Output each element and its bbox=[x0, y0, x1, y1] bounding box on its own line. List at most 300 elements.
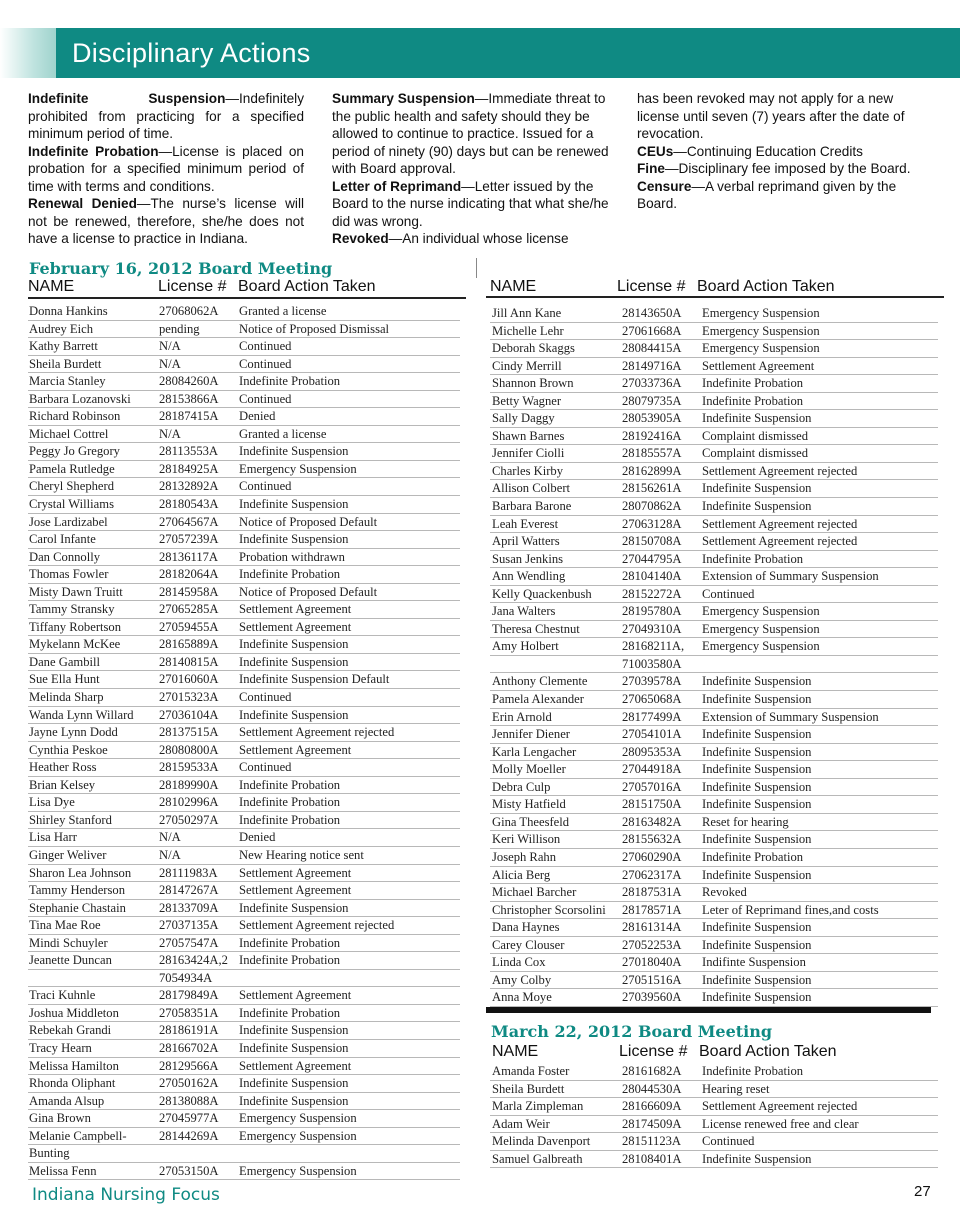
definition-term: Indefinite Suspension bbox=[28, 91, 226, 106]
table-row bbox=[490, 831, 938, 849]
row-license: 27062317A bbox=[622, 867, 682, 882]
row-action: Complaint dismissed bbox=[702, 428, 809, 443]
table-row bbox=[490, 551, 938, 569]
row-license: 28143650A bbox=[622, 306, 682, 320]
row-license: 7054934A bbox=[159, 970, 213, 985]
row-action: Indefinite Suspension bbox=[239, 497, 349, 512]
row-name: Tiffany Robertson bbox=[29, 619, 122, 634]
left-header-rule bbox=[28, 297, 466, 299]
row-action: Denied bbox=[239, 409, 276, 424]
table-row bbox=[28, 514, 460, 532]
row-license: 27039560A bbox=[622, 990, 682, 1005]
table-row bbox=[28, 584, 460, 602]
table-row bbox=[28, 777, 460, 795]
row-action: Indefinite Suspension bbox=[702, 797, 812, 812]
row-license: 28151750A bbox=[622, 797, 682, 812]
definition-entry bbox=[332, 90, 617, 178]
row-name: Ann Wendling bbox=[492, 569, 566, 584]
row-action: Settlement Agreement rejected bbox=[702, 516, 858, 531]
row-action: Continued bbox=[239, 760, 292, 775]
row-name: Sharon Lea Johnson bbox=[29, 865, 132, 880]
row-license: 28163482A bbox=[622, 814, 682, 829]
table-row bbox=[28, 321, 460, 339]
table-row bbox=[28, 987, 460, 1005]
row-name: Shawn Barnes bbox=[492, 428, 565, 443]
table-row bbox=[28, 689, 460, 707]
table-row bbox=[490, 796, 938, 814]
row-action: Indefinite Suspension bbox=[239, 1076, 349, 1091]
row-license: 27050162A bbox=[159, 1076, 219, 1091]
row-license: 27060290A bbox=[622, 849, 682, 864]
row-license: N/A bbox=[159, 426, 181, 441]
table-row bbox=[490, 305, 938, 323]
row-action: Emergency Suspension bbox=[702, 341, 820, 356]
row-license: 28153866A bbox=[159, 391, 219, 406]
row-license: 27036104A bbox=[159, 707, 219, 722]
definition-term: Revoked bbox=[332, 231, 389, 246]
row-action: Indefinite Probation bbox=[239, 567, 341, 582]
row-license: 27039578A bbox=[622, 674, 682, 689]
row-license: N/A bbox=[159, 356, 181, 371]
row-name: Tammy Stransky bbox=[29, 602, 115, 617]
row-license: 28187415A bbox=[159, 409, 219, 424]
table-row bbox=[28, 654, 460, 672]
row-license: 27033736A bbox=[622, 376, 682, 391]
row-name: Kathy Barrett bbox=[29, 339, 98, 354]
table-row bbox=[28, 759, 460, 777]
row-license: 28138088A bbox=[159, 1093, 219, 1108]
row-license: 28079735A bbox=[622, 393, 682, 408]
row-name: Melanie Campbell- bbox=[29, 1128, 127, 1143]
row-action: Indefinite Suspension bbox=[702, 411, 812, 426]
table-row bbox=[490, 638, 938, 656]
table-row bbox=[28, 847, 460, 865]
row-action: Settlement Agreement rejected bbox=[702, 1099, 858, 1114]
row-name: Anthony Clemente bbox=[492, 674, 588, 689]
definitions-column-2 bbox=[332, 90, 617, 248]
row-name: Gina Theesfeld bbox=[492, 814, 570, 829]
table-row bbox=[490, 726, 938, 744]
row-license: 27016060A bbox=[159, 672, 219, 687]
row-action: Indefinite Suspension bbox=[702, 1151, 812, 1166]
definition-term: Renewal Denied bbox=[28, 196, 137, 211]
march-table-rows bbox=[490, 1063, 938, 1168]
table-row bbox=[28, 478, 460, 496]
definition-term: Indefinite Probation bbox=[28, 143, 159, 159]
row-action: Granted a license bbox=[239, 304, 327, 318]
row-license: 27044795A bbox=[622, 551, 682, 566]
row-action: Settlement Agreement bbox=[239, 883, 352, 898]
table-row bbox=[490, 480, 938, 498]
table-row bbox=[490, 586, 938, 604]
row-action: Extension of Summary Suspension bbox=[702, 569, 879, 584]
row-name: Amy Holbert bbox=[492, 639, 559, 654]
table-row bbox=[490, 323, 938, 341]
row-name: Heather Ross bbox=[29, 760, 97, 775]
row-action: Emergency Suspension bbox=[239, 461, 357, 476]
row-action: Indefinite Suspension bbox=[702, 499, 812, 514]
row-action: Continued bbox=[239, 690, 292, 705]
row-action: Indefinite Suspension bbox=[702, 744, 812, 759]
row-action: Settlement Agreement bbox=[239, 619, 352, 634]
definition-entry bbox=[637, 178, 919, 213]
header-license: License # bbox=[617, 278, 686, 295]
row-action: Indefinite Probation bbox=[239, 795, 341, 810]
row-license: 27050297A bbox=[159, 812, 219, 827]
header-action: Board Action Taken bbox=[238, 278, 376, 295]
table-row bbox=[490, 1133, 938, 1151]
row-license: 28151123A bbox=[622, 1134, 682, 1149]
table-row bbox=[490, 709, 938, 727]
header-license: License # bbox=[158, 278, 227, 295]
row-name: Stephanie Chastain bbox=[29, 900, 126, 915]
row-action: Settlement Agreement bbox=[239, 1058, 352, 1073]
row-name: Jennifer Diener bbox=[492, 727, 570, 742]
row-name: Debra Culp bbox=[492, 779, 551, 794]
row-action: Emergency Suspension bbox=[239, 1128, 357, 1143]
definition-entry bbox=[637, 143, 919, 161]
definition-text: —Continuing Education Credits bbox=[673, 143, 863, 159]
row-action: Continued bbox=[239, 339, 292, 354]
row-license: 28156261A bbox=[622, 481, 682, 496]
row-action: Settlement Agreement bbox=[239, 865, 352, 880]
table-row bbox=[28, 671, 460, 689]
row-name: Michael Barcher bbox=[492, 885, 577, 900]
row-license: 28180543A bbox=[159, 497, 219, 512]
row-license: 28162899A bbox=[622, 463, 682, 478]
table-row bbox=[28, 356, 460, 374]
row-action: Indefinite Suspension bbox=[239, 1023, 349, 1038]
row-action: Hearing reset bbox=[702, 1081, 770, 1096]
row-name: Misty Dawn Truitt bbox=[29, 584, 123, 599]
row-action: Settlement Agreement bbox=[239, 988, 352, 1003]
row-action: Indefinite Suspension bbox=[702, 920, 812, 935]
row-action: Emergency Suspension bbox=[702, 621, 820, 636]
row-action: Indefinite Suspension bbox=[702, 674, 812, 689]
table-row bbox=[490, 516, 938, 534]
row-name: Audrey Eich bbox=[29, 321, 93, 336]
table-row bbox=[28, 619, 460, 637]
row-action: New Hearing notice sent bbox=[239, 847, 364, 862]
row-action: Indefinite Probation bbox=[702, 849, 804, 864]
table-row bbox=[28, 496, 460, 514]
row-name: Jennifer Ciolli bbox=[492, 446, 565, 461]
row-license: 28159533A bbox=[159, 760, 219, 775]
row-license: 27051516A bbox=[622, 972, 682, 987]
row-action: Settlement Agreement bbox=[239, 742, 352, 757]
row-name: Theresa Chestnut bbox=[492, 621, 580, 636]
meeting-title-feb: February 16, 2012 Board Meeting bbox=[29, 259, 333, 278]
row-name: Leah Everest bbox=[492, 516, 559, 531]
row-license: 28108401A bbox=[622, 1151, 682, 1166]
row-license: 71003580A bbox=[622, 656, 682, 671]
row-license: 27063128A bbox=[622, 516, 682, 531]
row-license: 27065068A bbox=[622, 692, 682, 707]
row-name: Linda Cox bbox=[492, 955, 546, 970]
table-row bbox=[490, 673, 938, 691]
left-table-rows bbox=[28, 303, 460, 1180]
row-action: Indefinite Probation bbox=[702, 551, 804, 566]
row-name: Joseph Rahn bbox=[492, 849, 557, 864]
table-row bbox=[28, 935, 460, 953]
definition-text: —An individual whose license bbox=[388, 231, 569, 246]
header-action: Board Action Taken bbox=[699, 1043, 837, 1060]
row-action: Indefinite Suspension bbox=[239, 1040, 349, 1055]
row-license: 28165889A bbox=[159, 637, 219, 652]
row-license: 28192416A bbox=[622, 428, 682, 443]
page-number: 27 bbox=[914, 1183, 931, 1200]
row-name: Dana Haynes bbox=[492, 920, 560, 935]
row-name: Lisa Dye bbox=[29, 795, 75, 810]
row-license: 27037135A bbox=[159, 918, 219, 933]
row-license: 28168211A, bbox=[622, 639, 685, 654]
table-row bbox=[490, 744, 938, 762]
row-name: Amy Colby bbox=[492, 972, 552, 987]
table-row bbox=[28, 636, 460, 654]
row-license: 28136117A bbox=[159, 549, 219, 564]
definition-entry bbox=[28, 143, 304, 196]
row-action: Emergency Suspension bbox=[702, 306, 820, 320]
row-license: 28149716A bbox=[622, 358, 682, 373]
right-table-header bbox=[490, 278, 930, 298]
definition-term: CEUs bbox=[637, 143, 674, 159]
row-license: 28161682A bbox=[622, 1064, 682, 1078]
section-title: Disciplinary Actions bbox=[72, 38, 311, 68]
row-action: Indefinite Suspension bbox=[702, 867, 812, 882]
right-table-rows bbox=[490, 305, 938, 1007]
row-license: N/A bbox=[159, 847, 181, 862]
table-row bbox=[28, 1075, 460, 1093]
row-license: 28133709A bbox=[159, 900, 219, 915]
row-license: 27049310A bbox=[622, 621, 682, 636]
row-name: Jill Ann Kane bbox=[492, 306, 562, 320]
header-license: License # bbox=[619, 1043, 688, 1060]
row-action: Settlement Agreement rejected bbox=[702, 534, 858, 549]
table-row bbox=[490, 691, 938, 709]
row-license: 28166702A bbox=[159, 1040, 219, 1055]
row-license: 28129566A bbox=[159, 1058, 219, 1073]
table-row bbox=[490, 779, 938, 797]
row-license: 28132892A bbox=[159, 479, 219, 494]
row-name: Alicia Berg bbox=[492, 867, 551, 882]
table-row bbox=[28, 882, 460, 900]
definition-term: Letter of Reprimand bbox=[332, 178, 462, 194]
row-action: Continued bbox=[702, 1134, 755, 1149]
definition-term: Fine bbox=[637, 161, 665, 176]
table-row bbox=[490, 1116, 938, 1134]
table-row bbox=[28, 794, 460, 812]
row-name: Gina Brown bbox=[29, 1111, 91, 1126]
table-row bbox=[28, 952, 460, 970]
row-license: 28102996A bbox=[159, 795, 219, 810]
header-name: NAME bbox=[492, 1043, 539, 1060]
table-row bbox=[490, 1151, 938, 1169]
right-header-rule bbox=[486, 296, 944, 298]
table-row bbox=[28, 461, 460, 479]
row-license: 27057547A bbox=[159, 935, 219, 950]
table-row bbox=[490, 428, 938, 446]
row-name: Dane Gambill bbox=[29, 654, 100, 669]
row-action: Indefinite Suspension bbox=[239, 654, 349, 669]
table-row bbox=[490, 358, 938, 376]
table-row bbox=[490, 1063, 938, 1081]
row-action: License renewed free and clear bbox=[702, 1116, 859, 1131]
row-action: Indefinite Suspension bbox=[702, 762, 812, 777]
row-license: 28152272A bbox=[622, 586, 682, 601]
table-row bbox=[28, 1163, 460, 1181]
row-license: 28080800A bbox=[159, 742, 219, 757]
table-row bbox=[28, 900, 460, 918]
table-row bbox=[490, 989, 938, 1007]
row-name: Sheila Burdett bbox=[29, 356, 102, 371]
row-name: Melissa Fenn bbox=[29, 1163, 97, 1178]
row-license: 27044918A bbox=[622, 762, 682, 777]
row-action: Indefinite Suspension bbox=[239, 900, 349, 915]
row-license: 27057239A bbox=[159, 532, 219, 547]
table-row bbox=[28, 443, 460, 461]
table-row bbox=[28, 1145, 460, 1163]
row-action: Settlement Agreement rejected bbox=[702, 463, 858, 478]
definition-entry bbox=[637, 160, 919, 178]
table-row bbox=[28, 426, 460, 444]
row-name: Sally Daggy bbox=[492, 411, 555, 426]
row-license: N/A bbox=[159, 830, 181, 845]
row-name: Erin Arnold bbox=[492, 709, 552, 724]
row-name: Amanda Foster bbox=[492, 1064, 570, 1078]
table-row bbox=[28, 812, 460, 830]
table-row bbox=[28, 1005, 460, 1023]
row-name: Karla Lengacher bbox=[492, 744, 577, 759]
row-license: 28178571A bbox=[622, 902, 682, 917]
row-action: Continued bbox=[239, 391, 292, 406]
row-name: Traci Kuhnle bbox=[29, 988, 96, 1003]
table-row bbox=[28, 917, 460, 935]
table-row bbox=[28, 408, 460, 426]
definitions-column-3 bbox=[637, 90, 919, 213]
row-license: 27053150A bbox=[159, 1163, 219, 1178]
row-name: Michelle Lehr bbox=[492, 323, 564, 338]
row-name: Misty Hatfield bbox=[492, 797, 566, 812]
row-license: 28084415A bbox=[622, 341, 682, 356]
table-row bbox=[28, 970, 460, 988]
row-action: Revoked bbox=[702, 885, 747, 900]
row-name: Jana Walters bbox=[492, 604, 556, 619]
row-action: Emergency Suspension bbox=[702, 323, 820, 338]
definitions-column-1 bbox=[28, 90, 304, 248]
row-action: Indefinite Suspension bbox=[239, 444, 349, 459]
table-row bbox=[28, 865, 460, 883]
row-license: 28044530A bbox=[622, 1081, 682, 1096]
row-action: Indefinite Suspension bbox=[239, 707, 349, 722]
row-name: April Watters bbox=[492, 534, 560, 549]
table-row bbox=[28, 1058, 460, 1076]
row-name: Cheryl Shepherd bbox=[29, 479, 114, 494]
row-name: Molly Moeller bbox=[492, 762, 566, 777]
row-license: 28184925A bbox=[159, 461, 219, 476]
row-name: Melinda Sharp bbox=[29, 690, 104, 705]
definition-text: —Letter issued by the Board to the nurse indicating that what she/he did was wrong. bbox=[332, 178, 609, 229]
row-license: 27061668A bbox=[622, 323, 682, 338]
row-name: Mykelann McKee bbox=[29, 637, 121, 652]
header-action: Board Action Taken bbox=[697, 278, 835, 295]
table-row bbox=[490, 568, 938, 586]
table-row bbox=[28, 707, 460, 725]
table-row bbox=[490, 884, 938, 902]
table-row bbox=[28, 1093, 460, 1111]
row-action: Notice of Proposed Default bbox=[239, 584, 378, 599]
section-divider-bar bbox=[486, 1007, 931, 1013]
row-license: 27057016A bbox=[622, 779, 682, 794]
row-action: Indefinite Suspension bbox=[702, 481, 812, 496]
row-name: Lisa Harr bbox=[29, 830, 77, 845]
row-license: 28155632A bbox=[622, 832, 682, 847]
row-name: Amanda Alsup bbox=[29, 1093, 105, 1108]
table-row bbox=[490, 445, 938, 463]
definition-text: —A verbal reprimand given by the Board. bbox=[637, 178, 897, 211]
table-row bbox=[28, 1022, 460, 1040]
row-name: Sue Ella Hunt bbox=[29, 672, 100, 687]
row-name: Melinda Davenport bbox=[492, 1134, 591, 1149]
definition-term: Censure bbox=[637, 178, 692, 194]
row-name: Shannon Brown bbox=[492, 376, 574, 391]
row-name: Shirley Stanford bbox=[29, 812, 112, 827]
row-action: Indefinite Probation bbox=[702, 1064, 804, 1078]
row-action: Emergency Suspension bbox=[239, 1111, 357, 1126]
row-name: Tammy Henderson bbox=[29, 883, 125, 898]
table-row bbox=[490, 814, 938, 832]
row-name: Barbara Barone bbox=[492, 499, 572, 514]
meeting-title-march: March 22, 2012 Board Meeting bbox=[491, 1022, 773, 1041]
row-license: 28137515A bbox=[159, 725, 219, 740]
definition-entry bbox=[28, 90, 304, 143]
row-action: Settlement Agreement bbox=[702, 358, 815, 373]
row-name: Barbara Lozanovski bbox=[29, 391, 131, 406]
table-row bbox=[490, 1098, 938, 1116]
table-row bbox=[28, 531, 460, 549]
row-license: 27064567A bbox=[159, 514, 219, 529]
definition-entry bbox=[332, 230, 617, 248]
table-row bbox=[490, 393, 938, 411]
row-action: Indefinite Suspension bbox=[702, 832, 812, 847]
row-name: Marla Zimpleman bbox=[492, 1099, 584, 1114]
row-action: Continued bbox=[239, 356, 292, 371]
table-row bbox=[490, 849, 938, 867]
row-action: Indefinite Suspension Default bbox=[239, 672, 390, 687]
table-row bbox=[28, 1128, 460, 1146]
row-action: Reset for hearing bbox=[702, 814, 789, 829]
row-name: Carol Infante bbox=[29, 532, 96, 547]
row-license: 27065285A bbox=[159, 602, 219, 617]
row-action: Notice of Proposed Default bbox=[239, 514, 378, 529]
row-license: 28140815A bbox=[159, 654, 219, 669]
row-license: 28095353A bbox=[622, 744, 682, 759]
table-row bbox=[28, 829, 460, 847]
table-row bbox=[490, 603, 938, 621]
row-action: Complaint dismissed bbox=[702, 446, 809, 461]
table-row bbox=[490, 972, 938, 990]
header-name: NAME bbox=[28, 278, 75, 295]
march-table-header bbox=[492, 1043, 932, 1063]
row-license: 28104140A bbox=[622, 569, 682, 584]
row-name: Sheila Burdett bbox=[492, 1081, 565, 1096]
row-name: Pamela Alexander bbox=[492, 692, 584, 707]
table-row bbox=[490, 621, 938, 639]
header-name: NAME bbox=[490, 278, 537, 295]
row-action: Indefinite Suspension bbox=[239, 532, 349, 547]
table-row bbox=[490, 761, 938, 779]
row-license: 28187531A bbox=[622, 885, 682, 900]
table-row bbox=[490, 1081, 938, 1099]
